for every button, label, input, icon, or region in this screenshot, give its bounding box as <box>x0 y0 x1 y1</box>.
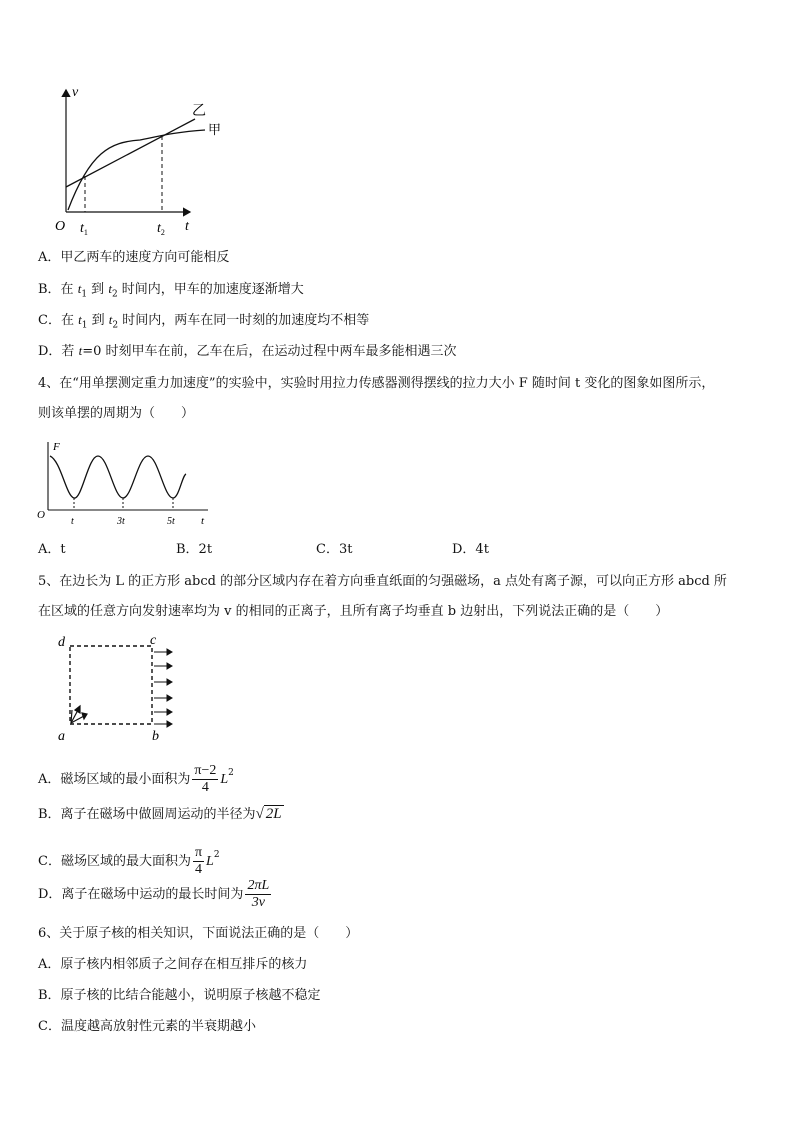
q5-option-d: D．离子在磁场中运动的最长时间为 $\frac{2\pi L}{3v}$ <box>38 878 270 910</box>
q5-stem-line1: 5、在边长为 L 的正方形 abcd 的部分区域内存在着方向垂直纸面的匀强磁场，a 点处有离子源，可以向正方形 abcd 所 <box>38 574 727 589</box>
q6-option-a: A．原子核内相邻质子之间存在相互排斥的核力 <box>38 957 308 972</box>
fraction: $\frac{2\pi L}{3v}$ <box>247 878 270 910</box>
yi-label: 乙 <box>192 104 206 119</box>
q6-option-b: B．原子核的比结合能越小，说明原子核越不稳定 <box>38 988 321 1003</box>
t1-label: $t_1$ <box>80 221 88 237</box>
q3-option-d: D．若 t=0 时刻甲车在前，乙车在后，在运动过程中两车最多能相遇三次 <box>38 343 457 359</box>
label-a: a <box>58 729 65 744</box>
square-abcd <box>70 646 152 724</box>
q3-option-b: B．在 $t_1$ 到 $t_2$ 时间内，甲车的加速度逐渐增大 <box>38 281 304 300</box>
q4-option-a: A．t <box>38 542 66 557</box>
q4-option-d: D．4t <box>452 542 489 557</box>
q5-stem-line2: 在区域的任意方向发射速率均为 v 的相同的正离子，且所有离子均垂直 b 边射出，下列说法正确的是（ ） <box>38 604 669 619</box>
force-curve <box>50 456 186 498</box>
label-d: d <box>58 635 65 650</box>
t2-label: $t_2$ <box>157 221 165 237</box>
vt-graph <box>50 82 240 238</box>
tick-5t: 5t <box>167 516 175 527</box>
q5-option-c: C．磁场区域的最大面积为 $\frac{\pi}{4}$ $L^2$ <box>38 845 220 877</box>
v-label: v <box>72 85 79 100</box>
sqrt-expression: √ 2L <box>255 806 282 822</box>
t-label: t <box>185 219 189 234</box>
origin-label: O <box>55 219 66 234</box>
jia-label: 甲 <box>208 122 222 137</box>
t-axis-label: t <box>201 515 205 527</box>
q6-stem: 6、关于原子核的相关知识，下面说法正确的是（ ） <box>38 926 359 941</box>
tick-3t: 3t <box>117 516 125 527</box>
q4-stem-line1: 4、在“用单摆测定重力加速度”的实验中，实验时用拉力传感器测得摆线的拉力大小 F 随时间 t 变化的图象如图所示， <box>38 376 715 391</box>
f-label: F <box>53 441 60 453</box>
curve-jia <box>68 130 205 210</box>
force-time-graph <box>36 436 216 530</box>
exit-arrows <box>154 649 172 727</box>
label-b: b <box>152 729 159 744</box>
label-c: c <box>150 633 157 648</box>
q5-option-b: B．离子在磁场中做圆周运动的半径为√ 2L <box>38 806 282 822</box>
q4-option-b: B．2t <box>176 542 213 557</box>
o-label: O <box>37 509 45 521</box>
q3-option-a: A．甲乙两车的速度方向可能相反 <box>38 250 230 265</box>
source-arrows <box>71 706 87 723</box>
q5-option-a: A．磁场区域的最小面积为 $\frac{\pi-2}{4}$ $L^2$ <box>38 763 234 795</box>
tick-t: t <box>71 516 74 527</box>
fraction: $\frac{\pi-2}{4}$ <box>194 763 217 795</box>
q6-option-c: C．温度越高放射性元素的半衰期越小 <box>38 1019 256 1034</box>
q4-option-c: C．3t <box>316 542 353 557</box>
q4-stem-line2: 则该单摆的周期为（ ） <box>38 406 195 421</box>
square-field-diagram <box>52 630 182 745</box>
q3-option-c: C．在 $t_1$ 到 $t_2$ 时间内，两车在同一时刻的加速度均不相等 <box>38 312 370 331</box>
fraction: $\frac{\pi}{4}$ <box>194 845 203 877</box>
